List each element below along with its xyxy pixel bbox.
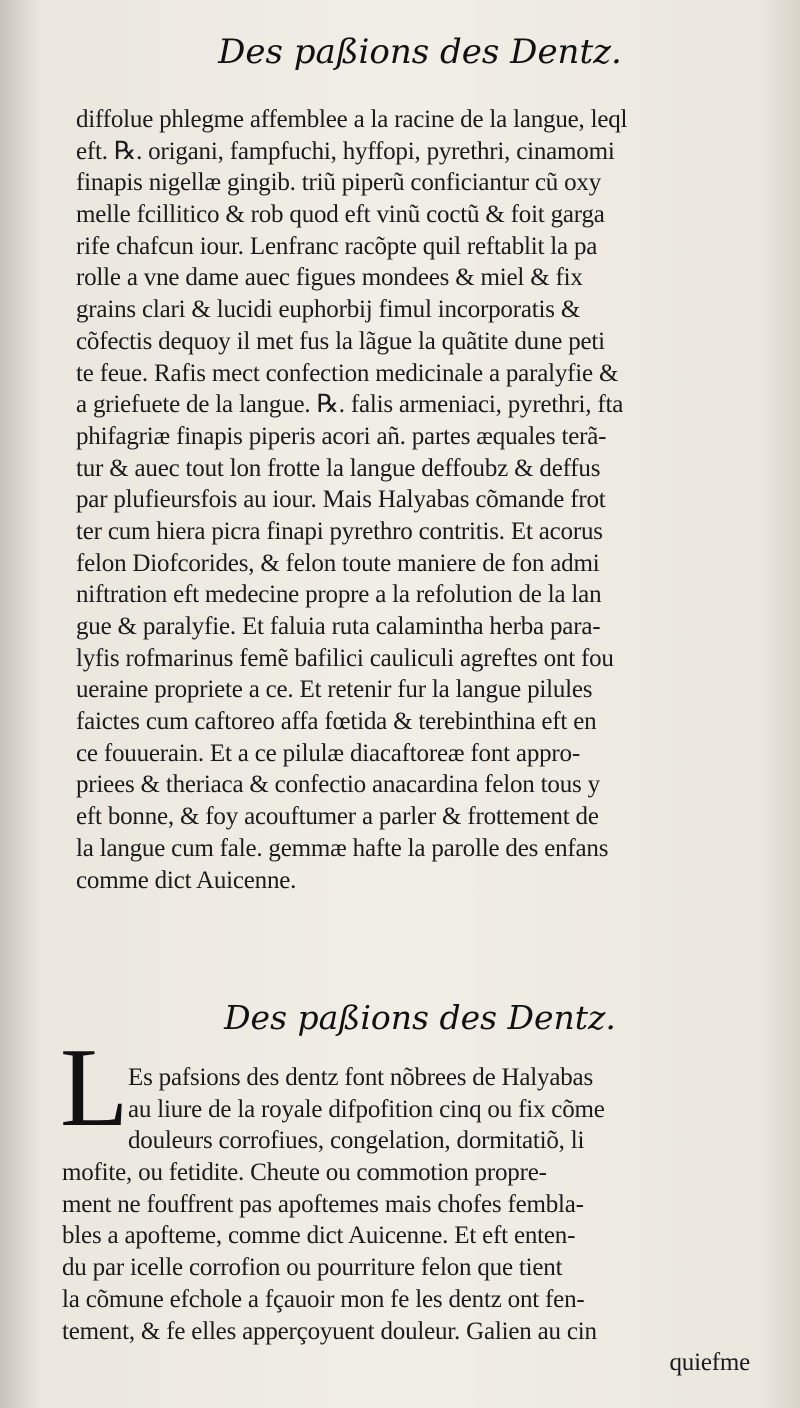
text-line: comme dict Auicenne. — [76, 866, 297, 894]
text-line: rife chafcun iour. Lenfranc racõpte quil reftablit la pa — [76, 232, 598, 260]
drop-cap: L — [60, 1026, 129, 1150]
text-line: cõfectis dequoy il met fus la lãgue la quãtite dune peti — [76, 327, 605, 355]
text-line: bles a apofteme, comme dict Auicenne. Et eft enten- — [62, 1222, 576, 1250]
paragraph-2 — [62, 1062, 782, 1379]
text-line: du par icelle corrofion ou pourriture felon que tient — [62, 1254, 563, 1282]
text-line: Es pafsions des dentz font nõbrees de Halyabas — [128, 1064, 593, 1091]
text-line: ter cum hiera picra finapi pyrethro contritis. Et acorus — [76, 517, 603, 545]
text-line: lyfis rofmarinus femẽ bafilici cauliculi agreftes ont fou — [76, 644, 614, 672]
text-line: tement, & fe elles apperçoyuent douleur. Galien au cin — [62, 1317, 597, 1345]
text-line: la langue cum fale. gemmæ hafte la parolle des enfans — [76, 834, 609, 862]
text-line: eft bonne, & foy acouftumer a parler & frottement de — [76, 803, 599, 831]
text-line: gue & paralyfie. Et faluia ruta calamintha herba para- — [76, 613, 601, 640]
text-line: diffolue phlegme affemblee a la racine de la langue, leql — [76, 106, 628, 133]
running-head: Des paßions des Dentz. — [218, 32, 622, 72]
text-line: priees & theriaca & confectio anacardina felon tous y — [76, 771, 600, 799]
text-line: la cõmune efchole a fçauoir mon fe les dentz ont fen- — [62, 1285, 585, 1313]
text-line: ment ne fouffrent pas apoftemes mais chofes fembla- — [62, 1190, 584, 1218]
text-line: melle fcillitico & rob quod eft vinũ coctũ & foit garga — [76, 201, 605, 229]
text-line: faictes cum caftoreo affa fœtida & terebinthina eft en — [76, 708, 597, 736]
text-line: grains clari & lucidi euphorbij fimul incorporatis & — [76, 296, 581, 324]
text-line: felon Diofcorides, & felon toute maniere de fon admi — [76, 549, 600, 577]
text-line: quiefme — [669, 1349, 750, 1377]
text-line: eft. ℞. origani, fampfuchi, hyffopi, pyrethri, cinamomi — [76, 137, 615, 165]
paragraph-1 — [76, 104, 788, 896]
text-line: mofite, ou fetidite. Cheute ou commotion propre- — [62, 1159, 547, 1187]
text-line: a griefuete de la langue. ℞. falis armeniaci, pyrethri, fta — [76, 391, 624, 419]
section-title: Des paßions des Dentz. — [224, 998, 616, 1037]
text-line: ce fouuerain. Et a ce pilulæ diacaftoreæ font appro- — [76, 739, 580, 767]
text-line: rolle a vne dame auec figues mondees & miel & fix — [76, 264, 583, 292]
text-line: finapis nigellæ gingib. triũ piperũ conficiantur cũ oxy — [76, 169, 601, 197]
text-line: niftration eft medecine propre a la refolution de la lan — [76, 581, 602, 609]
text-line: ueraine propriete a ce. Et retenir fur la langue pilules — [76, 676, 593, 704]
text-line: par plufieursfois au iour. Mais Halyabas cõmande frot — [76, 486, 606, 514]
text-line: tur & auec tout lon frotte la langue deffoubz & deffus — [76, 454, 601, 482]
text-line: au liure de la royale difpofition cinq ou fix cõme — [128, 1095, 605, 1123]
text-line: phifagriæ finapis piperis acori añ. partes æquales terã- — [76, 422, 607, 450]
text-line: te feue. Rafis mect confection medicinale a paralyfie & — [76, 359, 619, 387]
text-line: douleurs corrofiues, congelation, dormitatiõ, li — [128, 1127, 585, 1155]
